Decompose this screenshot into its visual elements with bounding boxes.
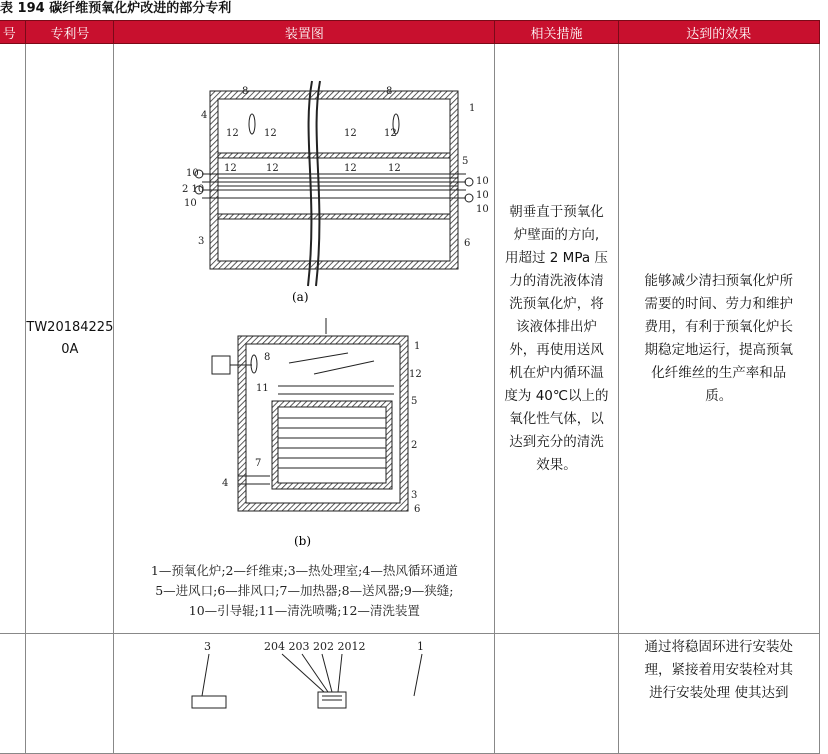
effect-line: 需要的时间、劳力和维护 [644, 295, 794, 312]
effects-cell [618, 634, 819, 754]
callout-label: 3 [204, 640, 212, 653]
callout-label: 12 [224, 163, 238, 174]
effect-line: 化纤维丝的生产率和品 [651, 364, 787, 381]
callout-label: 4 [222, 478, 229, 489]
callout-label: 2 [411, 440, 418, 451]
header-device-figure: 装置图 [114, 21, 495, 44]
patent-number-line: 0A [61, 341, 79, 357]
installation-figure [114, 634, 494, 714]
measure-line: 该液体排出炉 [515, 318, 597, 335]
callout-label: 4 [201, 110, 208, 121]
callout-label: 5 [411, 396, 418, 407]
effects-cell [618, 44, 819, 634]
callout-label: 12 [266, 163, 280, 174]
device-figure-cell [114, 44, 495, 634]
header-effects: 达到的效果 [618, 21, 819, 44]
measure-line: 用超过 2 MPa 压 [505, 249, 608, 266]
effect-line: 通过将稳固环进行安装处 [644, 639, 794, 655]
callout-label: 12 [226, 128, 240, 139]
callout-label: 10 [184, 198, 198, 209]
patent-table [0, 20, 820, 754]
measure-line: 洗预氧化炉，将 [509, 295, 604, 312]
callout-label: 7 [255, 458, 262, 469]
callout-label: 10 [476, 204, 490, 215]
header-patent-no: 专利号 [26, 21, 114, 44]
effect-line: 费用，有利于预氧化炉长 [644, 318, 794, 335]
callout-label: 12 [344, 163, 358, 174]
measure-line: 效果。 [536, 456, 577, 473]
measure-line: 外，再使用送风 [509, 341, 604, 358]
callout-label: 204 203 202 2012 [264, 640, 366, 653]
callout-label: 12 [264, 128, 278, 139]
patent-number-cell [26, 634, 114, 754]
figure-b-label: (b) [294, 534, 312, 548]
measure-line: 达到充分的清洗 [509, 433, 604, 450]
measure-line: 炉壁面的方向, [513, 226, 600, 243]
effect-line: 进行安装处理 使其达到 [649, 685, 789, 701]
callout-label: 12 [384, 128, 398, 139]
callout-label: 5 [462, 156, 469, 167]
measure-line: 氧化性气体，以 [509, 410, 604, 427]
callout-label: 8 [242, 86, 249, 97]
measure-line: 力的清洗液体清 [509, 272, 604, 289]
callout-label: 6 [464, 238, 471, 249]
callout-label: 1 [417, 640, 425, 653]
effect-line: 理，紧接着用安装栓对其 [644, 662, 794, 678]
effect-line: 能够减少清扫预氧化炉所 [644, 272, 794, 289]
measures-cell [495, 44, 618, 634]
table-caption: 表 194 碳纤维预氧化炉改进的部分专利 [0, 1, 232, 16]
table-row [0, 44, 820, 634]
effect-line: 期稳定地运行，提高预氧 [644, 341, 794, 358]
legend-line: 10—引导辊;11—清洗喷嘴;12—清洗装置 [188, 603, 420, 618]
figure-legend [114, 561, 494, 621]
callout-label: 1 [414, 341, 421, 352]
callout-label: 2 10 [182, 184, 205, 195]
callout-label: 3 [411, 490, 418, 501]
preoxidation-furnace-figure [114, 56, 494, 646]
figure-a-diagram [195, 81, 476, 286]
callout-label: 3 [198, 236, 205, 247]
effect-line: 质。 [705, 387, 733, 404]
legend-line: 5—进风口;6—排风口;7—加热器;8—送风器;9—狭缝; [155, 583, 454, 598]
table-row [0, 634, 820, 754]
callout-label: 11 [256, 383, 270, 394]
callout-label: 10 [476, 176, 490, 187]
patent-number-cell [26, 44, 114, 634]
header-measures: 相关措施 [495, 21, 618, 44]
measure-line: 朝垂直于预氧化 [509, 203, 604, 220]
callout-label: 12 [344, 128, 358, 139]
header-row [0, 21, 820, 44]
callout-label: 10 [476, 190, 490, 201]
figure-a-label: (a) [292, 290, 309, 304]
measures-cell [495, 634, 618, 754]
measure-line: 度为 40℃以上的 [504, 387, 609, 404]
callout-label: 12 [409, 369, 423, 380]
figure-b-diagram [212, 318, 408, 511]
callout-label: 8 [386, 86, 393, 97]
callout-label: 1 [469, 103, 476, 114]
callout-label: 8 [264, 352, 271, 363]
callout-label: 10 [186, 168, 200, 179]
index-cell [0, 634, 26, 754]
index-cell [0, 44, 26, 634]
callout-label: 6 [414, 504, 421, 515]
legend-line: 1—预氧化炉;2—纤维束;3—热处理室;4—热风循环通道 [150, 563, 458, 578]
callout-label: 12 [388, 163, 402, 174]
measure-line: 机在炉内循环温 [509, 364, 604, 381]
device-figure-cell [114, 634, 495, 754]
header-index: 号 [0, 21, 26, 44]
patent-number-line: TW20184225 [26, 319, 114, 335]
